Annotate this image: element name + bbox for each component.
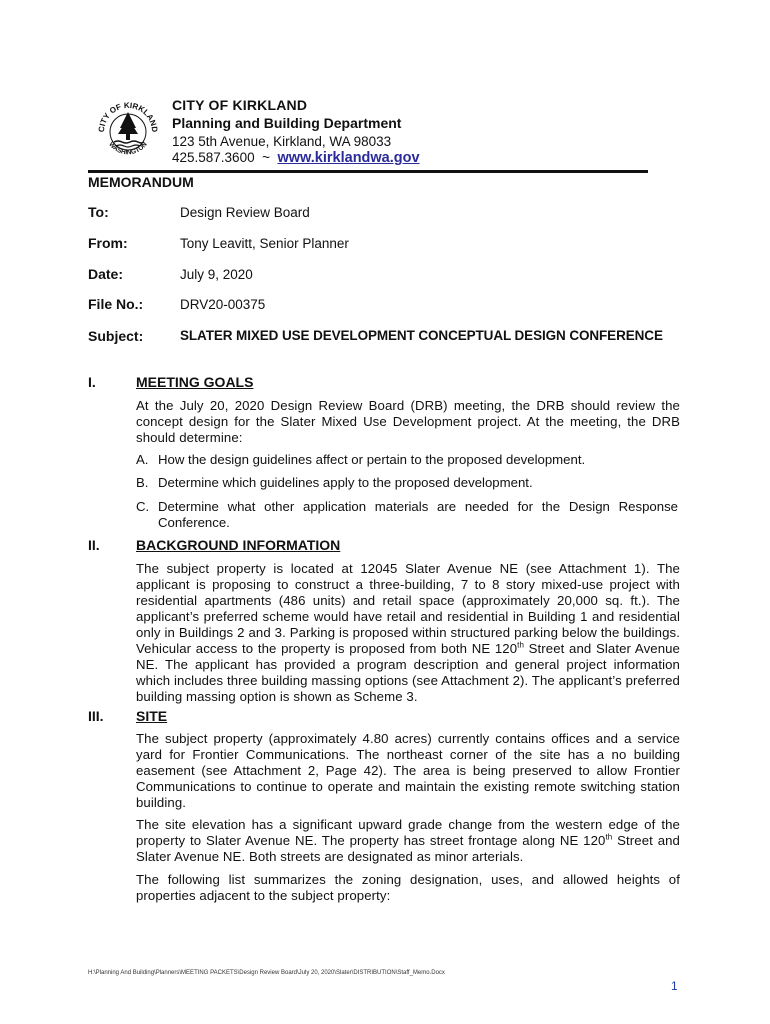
list-marker: C. [136,499,150,514]
section-title-background: BACKGROUND INFORMATION [136,537,341,553]
list-item [136,499,680,531]
list-item-text: Determine which guidelines apply to the proposed development. [158,475,533,490]
section-paragraph: The subject property is located at 12045 Slater Avenue NE (see Attachment 1). The applicant is proposing to construct a three-building, 7 to 8 story mixed-use project with residential apartments (486 units) and retail space (approximately 20,000 sq. ft.). The applicant’s preferred scheme would have retail and residential in Building 1 and residential only in Buildings 2 and 3. Parking is proposed within structured parking below the buildings. Vehicular access to the property is proposed from both NE 120th Street and Slater Avenue NE. The applicant has provided a program description and general project information which includes three building massing options (see Attachment 2). The applicant’s preferred building massing option is shown as Scheme 3. [136,561,680,704]
subject-label: Subject: [88,328,144,344]
file-value: DRV20-00375 [180,297,266,312]
department-name: Planning and Building Department [172,115,402,131]
date-label: Date: [88,266,124,282]
city-name: CITY OF KIRKLAND [172,97,308,113]
section-paragraph: The following list summarizes the zoning designation, uses, and allowed heights of properties adjacent to the subject property: [136,872,680,903]
website-link[interactable]: www.kirklandwa.gov [277,150,420,166]
footer-file-path: H:\Planning And Building\Planners\MEETING PACKETS\Design Review Board\July 20, 2020\Slater\DISTRIBUTION\Staff_Memo.Docx [88,970,445,976]
city-seal-logo [96,98,160,162]
section-paragraph: The site elevation has a significant upward grade change from the western edge of the property to Slater Avenue NE. The property has street frontage along NE 120th Street and Slater Avenue NE. Both streets are designated as minor arterials. [136,817,680,864]
subject-value: SLATER MIXED USE DEVELOPMENT CONCEPTUAL DESIGN CONFERENCE [180,328,663,343]
from-value: Tony Leavitt, Senior Planner [180,236,349,251]
to-value: Design Review Board [180,205,310,220]
section-title-meeting-goals: MEETING GOALS [136,374,254,390]
page-number: 1 [671,979,678,993]
section-number: III. [88,708,104,724]
header-divider [88,170,648,173]
contact-line [172,150,420,166]
list-marker: A. [136,452,149,467]
phone-number: 425.587.3600 ~ [172,150,278,165]
address: 123 5th Avenue, Kirkland, WA 98033 [172,134,392,149]
file-label: File No.: [88,296,144,312]
section-number: II. [88,537,100,553]
list-item [136,475,680,491]
list-marker: B. [136,475,149,490]
list-item-text: Determine what other application materials are needed for the Design Response Conference. [158,499,678,530]
to-label: To: [88,204,109,220]
section-paragraph: The subject property (approximately 4.80 acres) currently contains offices and a service yard for Frontier Communications. The northeast corner of the site has a no building easement (see Attachment 2, Page 42). The area is being preserved to allow Frontier Communications to continue to operate and maintain the existing remote switching station building. [136,731,680,810]
list-item [136,452,680,468]
memo-heading: MEMORANDUM [88,174,194,190]
from-label: From: [88,235,128,251]
date-value: July 9, 2020 [180,267,253,282]
section-number: I. [88,374,96,390]
list-item-text: How the design guidelines affect or pertain to the proposed development. [158,452,586,467]
section-title-site: SITE [136,708,168,724]
seal-text-bottom: WASHINGTON [107,140,149,157]
seal-text-top: CITY OF KIRKLAND [96,100,160,133]
section-paragraph: At the July 20, 2020 Design Review Board (DRB) meeting, the DRB should review the concept design for the Slater Mixed Use Development project. At the meeting, the DRB should determine: [136,398,680,445]
